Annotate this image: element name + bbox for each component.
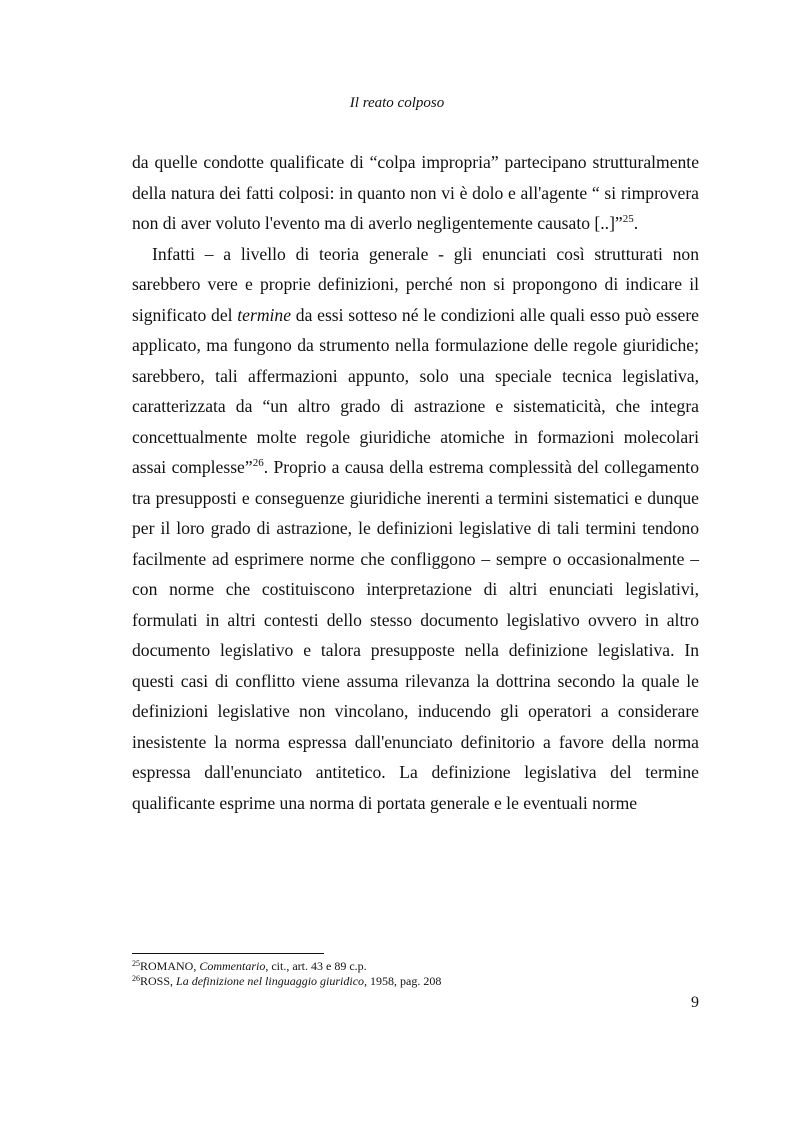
paragraph-2-text-start: Infatti – a livello di teoria generale - gli enunciati così strutturati non sarebbero vere e proprie definizioni, perché non si propongono di indicare il significato del [132,243,699,325]
paragraph-1-end: . [633,213,639,233]
paragraph-2-text-mid: da essi sotteso né le condizioni alle quali esso può essere applicato, ma fungono da strumento nella formulazione delle regole giuridiche; sarebbero, tali affermazioni appunto, solo una speciale tecnica legislativa, caratterizzata da “un altro grado di astrazione e sistematicità, che integra concettualmente molte regole giuridiche atomiche in formazioni molecolari assai complesse” [132,304,699,477]
body-text [132,147,699,818]
footnote-citation: 1958, pag. 208 [367,974,442,988]
paragraph-1 [132,147,699,239]
footnote-citation: , cit., art. 43 e 89 c.p. [265,959,367,973]
footnote-26 [132,974,699,989]
footnote-number: 26 [132,974,140,983]
footnote-ref-25: 25 [622,213,634,225]
footnote-author: ROMANO, [140,959,200,973]
emphasis-termine: termine [237,304,292,325]
footnote-title: La definizione nel linguaggio giuridico, [176,974,368,988]
paragraph-2-text-end: . Proprio a causa della estrema complessità del collegamento tra presupposti e conseguenze giuridiche inerenti a termini sistematici e dunque per il loro grado di astrazione, le definizioni legislative di tali termini tendono facilmente ad esprimere norme che confliggono – sempre o occasionalmente – con norme che costituiscono interpretazione di altri enunciati legislativi, formulati in altri contesti dello stesso documento legislativo ovvero in altro documento legislativo e talora presupposte nella definizione legislativa. In questi casi di conflitto viene assuma rilevanza la dottrina secondo la quale le definizioni legislative non vincolano, inducendo gli operatori a considerare inesistente la norma espressa dall'enunciato definitorio a favore della norma espressa dall'enunciato antitetico. La definizione legislativa del termine qualificante esprime una norma di portata generale e le eventuali norme [132,457,699,813]
footnote-25 [132,959,699,974]
footnote-ref-26: 26 [252,457,264,469]
running-title: Il reato colposo [349,95,445,111]
paragraph-2 [132,239,699,819]
footnote-separator [132,953,324,954]
paragraph-1-text: da quelle condotte qualificate di “colpa impropria” partecipano strutturalmente della natura dei fatti colposi: in quanto non vi è dolo e all'agente “ si rimprovera non di aver voluto l'evento ma di averlo negligentemente causato [..]” [132,152,699,233]
footnotes [132,959,699,989]
footnote-author: ROSS, [140,974,177,988]
footnote-title: Commentario [199,959,266,973]
footnote-number: 25 [132,959,140,968]
page-number: 9 [691,994,699,1011]
